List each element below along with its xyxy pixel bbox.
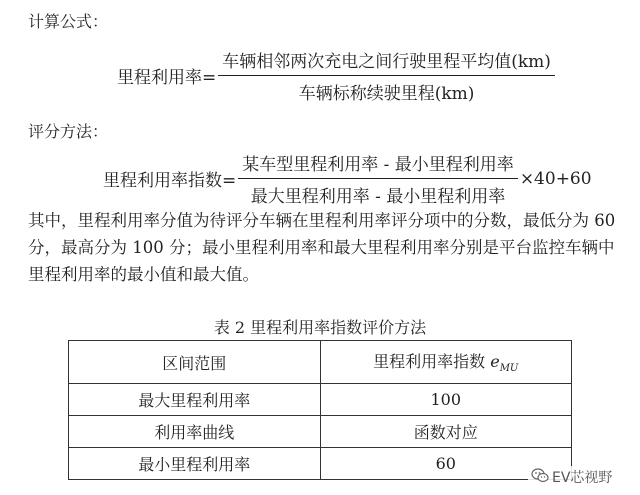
mileage-utilization-formula: [117, 47, 555, 104]
evaluation-table: [68, 340, 572, 480]
table-caption: 表 2 里程利用率指数评价方法: [213, 318, 427, 337]
header-index-text: 里程利用率指数: [373, 352, 491, 372]
formula2-fraction: [238, 150, 518, 207]
header-index: [320, 341, 572, 384]
row-range: 最大里程利用率: [69, 384, 321, 416]
watermark: [528, 466, 615, 488]
table-row: [69, 448, 572, 480]
explanation-paragraph: [28, 207, 615, 288]
paragraph-line: 里程利用率的最小值和最大值。: [28, 265, 259, 284]
row-range: 最小里程利用率: [69, 448, 321, 480]
header-range: 区间范围: [69, 341, 321, 384]
table-row: [69, 416, 572, 448]
formula2-denominator: 最大里程利用率 - 最小里程利用率: [250, 187, 506, 207]
paragraph-line: 其中，里程利用率分值为待评分车辆在里程利用率评分项中的分数，最低分为 60: [28, 211, 616, 230]
formula1-denominator: 车辆标称续驶里程(km): [298, 84, 475, 104]
formula2-numerator: 某车型里程利用率 - 最小里程利用率: [242, 155, 514, 175]
row-value: 函数对应: [320, 416, 572, 448]
formula1-fraction: [218, 47, 555, 104]
scoring-method-heading: 评分方法：: [28, 122, 109, 141]
table-row: [69, 384, 572, 416]
calc-formula-heading: 计算公式：: [28, 12, 109, 31]
wechat-icon: [531, 468, 552, 487]
watermark-text: EV芯视野: [552, 470, 613, 486]
row-value: 100: [320, 384, 572, 416]
paragraph-line: 分，最高分为 100 分；最小里程利用率和最大里程利用率分别是平台监控车辆中: [28, 238, 615, 257]
header-index-symbol: $e_{MU}$: [490, 352, 519, 375]
formula1-numerator: 车辆相邻两次充电之间行驶里程平均值(km): [222, 52, 551, 72]
formula1-lhs: 里程利用率=: [117, 68, 217, 88]
formula2-tail: ×40+60: [519, 168, 592, 189]
mileage-utilization-index-formula: [103, 150, 592, 207]
table-header-row: [69, 341, 572, 384]
formula2-lhs: 里程利用率指数=: [103, 171, 237, 191]
row-range: 利用率曲线: [69, 416, 321, 448]
row-value: 60: [320, 448, 572, 480]
